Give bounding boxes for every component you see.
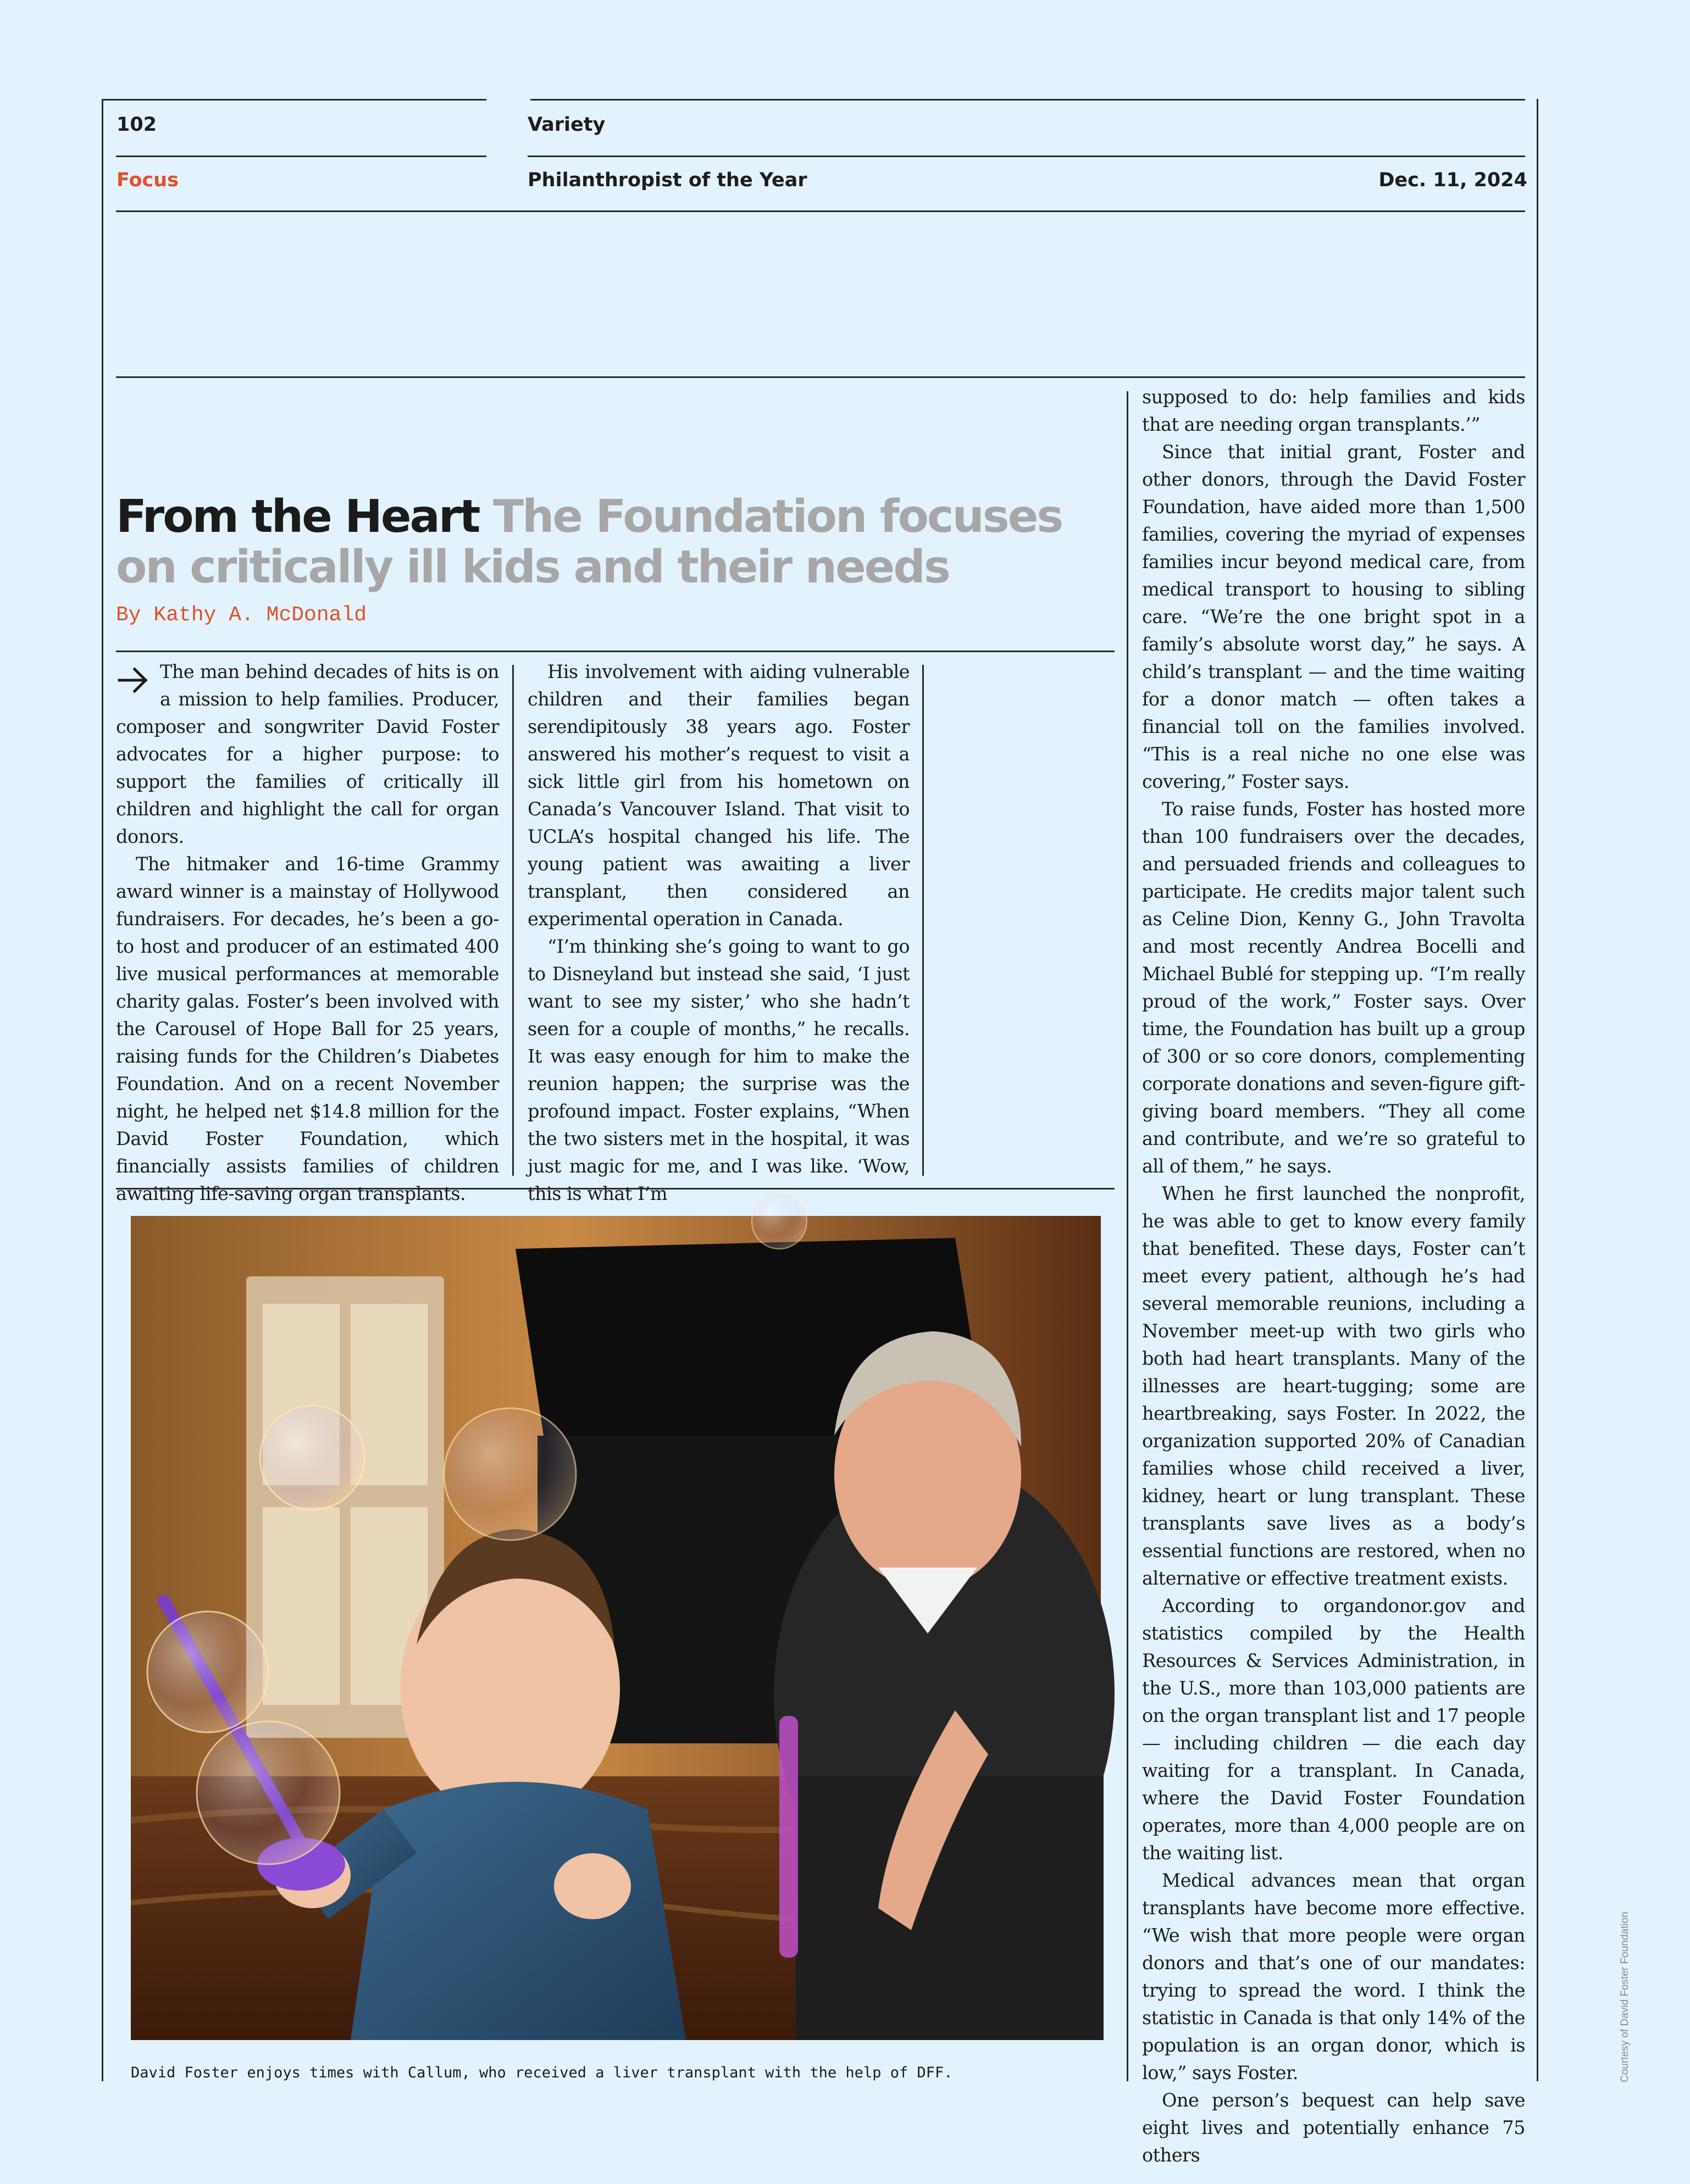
page-number: 102 bbox=[117, 114, 157, 136]
header-rule-mid-right bbox=[528, 155, 1525, 157]
left-border bbox=[102, 99, 103, 2081]
arrow-right-icon bbox=[116, 663, 160, 707]
header-rule-mid-left bbox=[116, 155, 486, 157]
article-title: From the Heart bbox=[116, 491, 479, 543]
section-label: Focus bbox=[117, 169, 179, 191]
paragraph: Since that initial grant, Foster and other donors, through the David Foster Foundation, have aided more than 1,500 families, covering the myriad of expenses families incur beyond medical care, from medical transport to housing to sibling care. “We’re the one bright spot in a family’s absolute worst day,” he says. A child’s transplant — and the time waiting for a donor match — often takes a financial toll on the families involved. “This is a real niche no one else was covering,” Foster says. bbox=[1142, 441, 1525, 792]
header-rule-top-right bbox=[530, 99, 1525, 101]
category-label: Philanthropist of the Year bbox=[528, 169, 807, 191]
right-border bbox=[1537, 99, 1538, 2081]
article-column-3 bbox=[1142, 384, 1525, 2166]
paragraph: When he first launched the nonprofit, he was able to get to know every family that benefited. These days, Foster can’t meet every patient, although he’s had several memorable reunions, including a November meet-up with two girls who both had heart transplants. Many of the illnesses are heart-tugging; some are heartbreaking, says Foster. In 2022, the organization supported 20% of Canadian families whose child received a liver, kidney, heart or lung transplant. These transplants save lives as a body’s essential functions are restored, when no alternative or effective treatment exists. bbox=[1142, 1183, 1525, 1589]
column-divider-3 bbox=[1127, 391, 1128, 2081]
issue-date: Dec. 11, 2024 bbox=[1378, 169, 1527, 191]
headline-rule bbox=[116, 651, 1115, 652]
paragraph: To raise funds, Foster has hosted more than 100 fundraisers over the decades, and persuaded friends and colleagues to participate. He credits major talent such as Celine Dion, Kenny G., John Travolta and most recently Andrea Bocelli and Michael Bublé for stepping up. “I’m really proud of the work,” Foster says. Over time, the Foundation has built up a group of 300 or so core donors, complementing corporate donations and seven-figure gift-giving board members. “They all come and contribute, and we’re so grateful to all of them,” he says. bbox=[1142, 798, 1525, 1177]
article-photo bbox=[131, 1216, 1101, 2040]
article-top-rule bbox=[116, 376, 1525, 378]
article-subtitle: The Foundation focuses on critically ill kids and their needs bbox=[116, 491, 1062, 593]
paragraph: According to organdonor.gov and statistics compiled by the Health Resources & Services Administration, in the U.S., more than 103,000 patients are on the organ transplant list and 17 people — including children — die each day waiting for a transplant. In Canada, where the David Foster Foundation operates, more than 4,000 people are on the waiting list. bbox=[1142, 1595, 1525, 1864]
header-rule-bottom bbox=[116, 210, 1525, 212]
column-divider-1 bbox=[512, 665, 514, 1176]
article-headline bbox=[116, 492, 1078, 593]
paragraph: “I’m thinking she’s going to want to go to Disneyland but instead she said, ‘I just want to see my sister,’ who she hadn’t seen for a couple of months,” he recalls. It was easy enough for him to make the reunion happen; the surprise was the profound impact. Foster explains, “When the two sisters met in the hospital, it was just magic for me, and I was like. ‘Wow, this is what I’m bbox=[528, 936, 910, 1204]
header-rule-top-left bbox=[102, 99, 486, 101]
paragraph: The man behind decades of hits is on a mission to help families. Producer, composer and songwriter David Foster advocates for a higher purpose: to support the families of critically ill children and highlight the call for organ donors. bbox=[116, 661, 499, 847]
article-column-2 bbox=[528, 658, 910, 1208]
photo-caption: David Foster enjoys times with Callum, who received a liver transplant with the help of DFF. bbox=[131, 2064, 953, 2081]
paragraph: His involvement with aiding vulnerable children and their families began serendipitously 38 years ago. Foster answered his mother’s request to visit a sick little girl from his hometown on Canada’s Vancouver Island. That visit to UCLA’s hospital changed his life. The young patient was awaiting a liver transplant, then considered an experimental operation in Canada. bbox=[528, 661, 910, 930]
paragraph: One person’s bequest can help save eight lives and potentially enhance 75 others bbox=[1142, 2089, 1525, 2166]
article-column-1 bbox=[116, 658, 499, 1208]
byline: By Kathy A. McDonald bbox=[116, 603, 367, 627]
paragraph: The hitmaker and 16-time Grammy award winner is a mainstay of Hollywood fundraisers. For decades, he’s been a go-to host and producer of an estimated 400 live musical performances at memorable charity galas. Foster’s been involved with the Carousel of Hope Ball for 25 years, raising funds for the Children’s Diabetes Foundation. And on a recent November night, he helped net $14.8 million for the David Foster Foundation, which financially assists families of children awaiting life-saving organ transplants. bbox=[116, 853, 499, 1204]
publication-name: Variety bbox=[528, 114, 606, 136]
paragraph: Medical advances mean that organ transplants have become more effective. “We wish that more people were organ donors and that’s one of our mandates: trying to spread the word. I think the statistic in Canada is that only 14% of the population is an organ donor, which is low,” says Foster. bbox=[1142, 1870, 1525, 2083]
paragraph: supposed to do: help families and kids that are needing organ transplants.’” bbox=[1142, 386, 1525, 435]
column-divider-2 bbox=[922, 665, 924, 1176]
photo-credit: Courtesy of David Foster Foundation bbox=[1619, 1911, 1631, 2082]
